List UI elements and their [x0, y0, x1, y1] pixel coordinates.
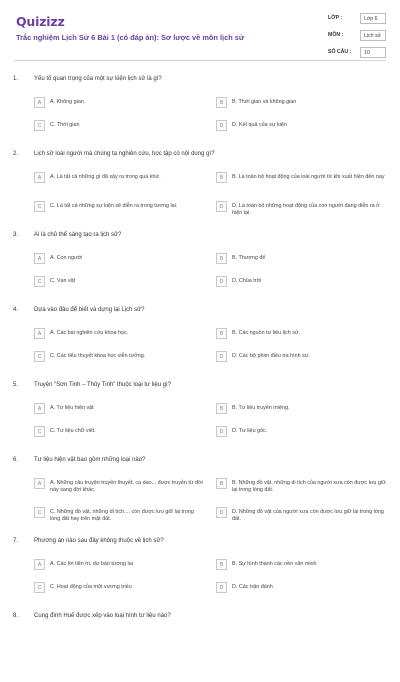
question-number: 4.: [13, 307, 19, 313]
option-text: D. Các trận đánh: [232, 583, 273, 590]
option-letter: B: [216, 403, 227, 414]
option-text: D. Kết quả của sự kiện: [232, 121, 287, 128]
option-text: C. Những đồ vật, những di tích.... còn được lưu giữ lại trong lòng đất hay trên mặt đất.: [50, 508, 194, 522]
option-letter: A: [34, 253, 45, 264]
option-text: C. Hoạt động của một vương triều: [50, 583, 132, 590]
option-letter: B: [216, 97, 227, 108]
question-text: Phương án nào sau đây không thuộc về lịch sử?: [34, 538, 164, 544]
option-b[interactable]: [216, 171, 390, 186]
question-number: 5.: [13, 382, 19, 388]
question-number: 2.: [13, 151, 19, 157]
meta-label: MÔN :: [328, 32, 344, 38]
option-d[interactable]: [216, 506, 390, 521]
option-text: C. Thời gian: [50, 121, 80, 128]
meta-label: SỐ CÂU :: [328, 49, 352, 55]
option-text: D. Các bộ phim điều tra hình sự.: [232, 352, 310, 359]
option-letter: A: [34, 403, 45, 414]
option-text: A. Là tất cả những gì đã xảy ra trong quá khứ.: [50, 173, 161, 180]
option-a[interactable]: [34, 96, 208, 111]
option-b[interactable]: [216, 558, 390, 573]
option-text: B. Thời gian và không gian: [232, 98, 297, 105]
option-letter: B: [216, 559, 227, 570]
option-text: C. Vạn vật: [50, 277, 76, 284]
option-text: C. Các tiểu thuyết khoa học viễn tưởng.: [50, 352, 146, 359]
option-text: B. Là toàn bộ hoạt động của loài người từ khi xuất hiện đến nay: [232, 173, 385, 180]
meta-row-count: [328, 47, 388, 64]
question-number: 6.: [13, 457, 19, 463]
option-letter: B: [216, 328, 227, 339]
meta-row-class: [328, 13, 388, 30]
meta-label: LỚP :: [328, 15, 343, 21]
option-a[interactable]: [34, 171, 208, 186]
page-title: Trắc nghiệm Lịch Sử 6 Bài 1 (có đáp án): Sơ lược về môn lịch sử: [16, 33, 245, 42]
meta-value: 10: [360, 47, 386, 58]
option-b[interactable]: [216, 477, 390, 492]
option-c[interactable]: [34, 119, 208, 134]
option-b[interactable]: [216, 252, 390, 267]
option-text: A. Các bài nghiên cứu khoa học.: [50, 329, 129, 336]
option-letter: C: [34, 507, 45, 518]
question-number: 3.: [13, 232, 19, 238]
meta-value: Lịch sử: [360, 30, 386, 41]
option-letter: C: [34, 120, 45, 131]
question-number: 1.: [13, 76, 19, 82]
option-letter: A: [34, 328, 45, 339]
question-number: 7.: [13, 538, 19, 544]
option-text: B. Các nguồn tư liệu lịch sử.: [232, 329, 301, 336]
option-a[interactable]: [34, 402, 208, 417]
option-letter: D: [216, 507, 227, 518]
option-text: A. Những câu truyện truyền thuyết, ca dao... được truyền từ đời này sang đời khác.: [50, 479, 203, 493]
option-letter: C: [34, 426, 45, 437]
option-letter: A: [34, 478, 45, 489]
option-text: D. Tư liệu gốc.: [232, 427, 268, 434]
option-c[interactable]: [34, 275, 208, 290]
option-a[interactable]: [34, 558, 208, 573]
question-text: Ai là chủ thể sáng tạo ra lịch sử?: [34, 232, 122, 238]
question-1: [0, 70, 400, 145]
option-c[interactable]: [34, 506, 208, 521]
option-letter: B: [216, 172, 227, 183]
option-text: A. Không gian: [50, 98, 84, 105]
option-letter: D: [216, 120, 227, 131]
option-c[interactable]: [34, 581, 208, 596]
option-text: C. Là tất cả những sự kiện sẽ diễn ra trong tương lai.: [50, 202, 178, 209]
option-d[interactable]: [216, 350, 390, 365]
option-d[interactable]: [216, 581, 390, 596]
option-letter: D: [216, 276, 227, 287]
option-letter: C: [34, 276, 45, 287]
option-a[interactable]: [34, 327, 208, 342]
option-a[interactable]: [34, 252, 208, 267]
meta-value: Lớp 6: [360, 13, 386, 24]
option-letter: C: [34, 351, 45, 362]
option-text: B. Những đồ vật, những di tích của người xưa còn được lưu giữ lại trong lòng đất.: [232, 479, 386, 493]
option-letter: A: [34, 559, 45, 570]
meta-row-subject: [328, 30, 388, 47]
question-6: [0, 451, 400, 532]
option-c[interactable]: [34, 200, 208, 215]
quizizz-logo: Quizizz: [16, 14, 65, 29]
question-text: Dựa vào đâu để biết và dựng lại Lịch sử?: [34, 307, 145, 313]
question-3: [0, 226, 400, 301]
option-d[interactable]: [216, 119, 390, 134]
option-text: B. Thượng đế: [232, 254, 266, 261]
option-a[interactable]: [34, 477, 208, 492]
option-letter: D: [216, 351, 227, 362]
option-text: D. Chúa trời: [232, 277, 262, 284]
option-b[interactable]: [216, 402, 390, 417]
question-5: [0, 376, 400, 451]
option-text: A. Tư liệu hiện vật: [50, 404, 94, 411]
question-number: 8.: [13, 613, 19, 619]
option-letter: D: [216, 426, 227, 437]
option-letter: C: [34, 201, 45, 212]
header-divider: [14, 60, 386, 61]
option-letter: B: [216, 478, 227, 489]
option-letter: A: [34, 97, 45, 108]
question-text: Cung đình Huế được xếp vào loại hình tư liệu nào?: [34, 613, 171, 619]
option-letter: D: [216, 201, 227, 212]
option-text: B. Sự hình thành các nền văn minh: [232, 560, 317, 567]
option-d[interactable]: [216, 275, 390, 290]
question-list: [0, 70, 400, 682]
question-2: [0, 145, 400, 226]
question-text: Tư liệu hiện vật bao gồm những loại nào?: [34, 457, 146, 463]
question-text: Yếu tố quan trọng của một sự kiện lịch sử là gì?: [34, 76, 162, 82]
question-text: Truyện “Sơn Tinh – Thủy Tinh” thuộc loại tư liệu gì?: [34, 382, 172, 388]
option-c[interactable]: [34, 425, 208, 440]
meta-info: [328, 13, 388, 64]
option-d[interactable]: [216, 425, 390, 440]
option-text: D. Những đồ vật của người xưa còn được lưu giữ lại trong lòng đất.: [232, 508, 384, 522]
option-text: D. Là toàn bộ những hoạt động của con người đang diễn ra ở hiện tại.: [232, 202, 380, 216]
question-7: [0, 532, 400, 607]
option-letter: C: [34, 582, 45, 593]
option-b[interactable]: [216, 327, 390, 342]
option-letter: D: [216, 582, 227, 593]
option-d[interactable]: [216, 200, 390, 215]
question-8: [0, 607, 400, 682]
option-c[interactable]: [34, 350, 208, 365]
question-4: [0, 301, 400, 376]
option-text: C. Tư liệu chữ viết.: [50, 427, 96, 434]
option-letter: B: [216, 253, 227, 264]
option-text: A. Các lời tiên tri, dự báo tương lai: [50, 560, 133, 567]
option-b[interactable]: [216, 96, 390, 111]
option-text: B. Tư liệu truyền miệng.: [232, 404, 290, 411]
option-letter: A: [34, 172, 45, 183]
question-text: Lịch sử loài người mà chúng ta nghiên cứu, học tập có nội dung gì?: [34, 151, 215, 157]
worksheet-header: [0, 0, 400, 62]
option-text: A. Con người: [50, 254, 83, 261]
